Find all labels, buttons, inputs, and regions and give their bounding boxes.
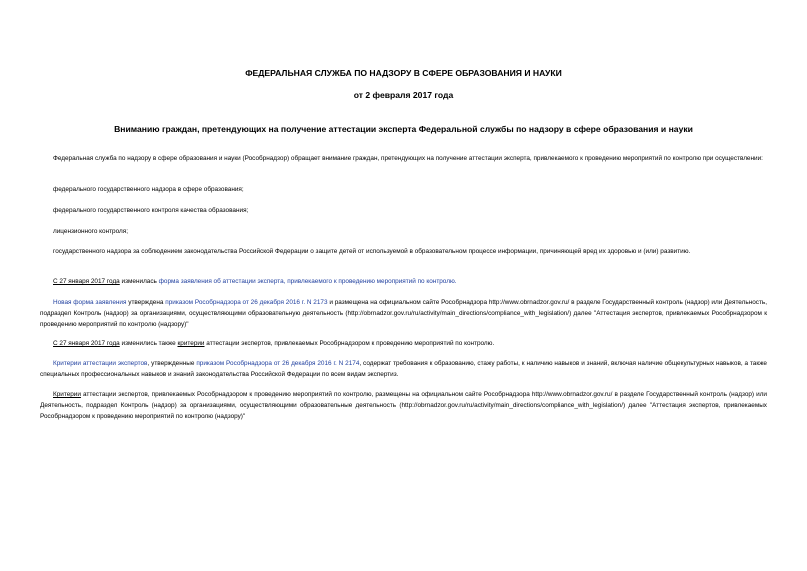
order-2173-link[interactable]: приказом Рособрнадзора от 26 декабря 2016 г. N 2173 — [165, 299, 328, 306]
criteria-attestation-link[interactable]: Критерии аттестации экспертов — [53, 360, 148, 367]
paragraph-new-form: Новая форма заявления утверждена приказом Рособрнадзора от 26 декабря 2016 г. N 2173 и размещена на официальном сайте Рособрнадзора http://www.obrnadzor.gov.ru/ в разделе Государственный контроль (надзор) или Деятельность, подраздел Контроль (надзор) за организациями, осуществляющими образовательную деятельность (http://obrnadzor.gov.ru/ru/activity/main_directions/compliance_with_legislation/) далее "Аттестация экспертов, привлекаемых Рособрнадзором к проведению мероприятий по контролю (надзору)" — [40, 299, 768, 328]
document-date: от 2 февраля 2017 года — [353, 90, 454, 100]
criteria-link[interactable]: Критерии — [53, 391, 81, 398]
paragraph-intro: Федеральная служба по надзору в сфере образования и науки (Рособрнадзор) обращает внимание граждан, претендующих на получение аттестации эксперта, привлекаемого к проведению мероприятий по контролю при осуществлении: — [53, 155, 763, 162]
form-link[interactable]: форма заявления об аттестации эксперта, привлекаемого к проведению мероприятий по контролю. — [158, 278, 457, 285]
paragraph-criteria-location: Критерии аттестации экспертов, привлекаемых Рособрнадзором к проведению мероприятий по контролю, размещены на официальном сайте Рособрнадзора http://www.obrnadzor.gov.ru/ в разделе Государственный контроль (надзор) или Деятельность, подраздел Контроль (надзор) за организациями, осуществляющими образовательные деятельность (http://obrnadzor.gov.ru/ru/activity/main_directions/compliance_with_legislation/) далее "Аттестация экспертов, привлекаемых Рособрнадзором к проведению мероприятий по контролю (надзору)" — [40, 391, 767, 420]
date-text: С 27 января 2017 года — [53, 340, 120, 347]
list-item-education-supervision: федерального государственного надзора в сфере образования; — [53, 186, 244, 193]
list-item-child-protection: государственного надзора за соблюдением законодательства Российской Федерации о защите детей от используемой в образовательном процессе информации, причиняющей вред их здоровью и (или) развитию. — [53, 248, 691, 255]
list-item-quality-control: федерального государственного контроля качества образования; — [53, 207, 249, 214]
agency-heading: ФЕДЕРАЛЬНАЯ СЛУЖБА ПО НАДЗОРУ В СФЕРЕ ОБРАЗОВАНИЯ И НАУКИ — [245, 68, 562, 78]
new-form-link[interactable]: Новая форма заявления — [53, 299, 127, 306]
paragraph-form-changed: С 27 января 2017 года изменилась форма заявления об аттестации эксперта, привлекаемого к проведению мероприятий по контролю. — [53, 278, 457, 285]
document-title: Вниманию граждан, претендующих на получение аттестации эксперта Федеральной службы по надзору в сфере образования и науки — [114, 124, 693, 134]
criteria-link[interactable]: критерии — [177, 340, 205, 347]
order-2174-link[interactable]: приказом Рособрнадзора от 26 декабря 2016 г. N 2174 — [196, 360, 360, 367]
paragraph-criteria-requirements: Критерии аттестации экспертов, утвержденные приказом Рособрнадзора от 26 декабря 2016 г. N 2174, содержат требования к образованию, стажу работы, к наличию навыков и знаний, включая наличие общекультурных навыков, а также специальных профессиональных навыков и знаний законодательства Российской Федерации по всем видам экспертиз. — [40, 360, 767, 378]
list-item-license-control: лицензионного контроля; — [53, 228, 128, 235]
date-text: С 27 января 2017 года — [53, 278, 120, 285]
paragraph-criteria-changed: С 27 января 2017 года изменились также критерии аттестации экспертов, привлекаемых Рособрнадзором к проведению мероприятий по контролю. — [53, 340, 495, 347]
